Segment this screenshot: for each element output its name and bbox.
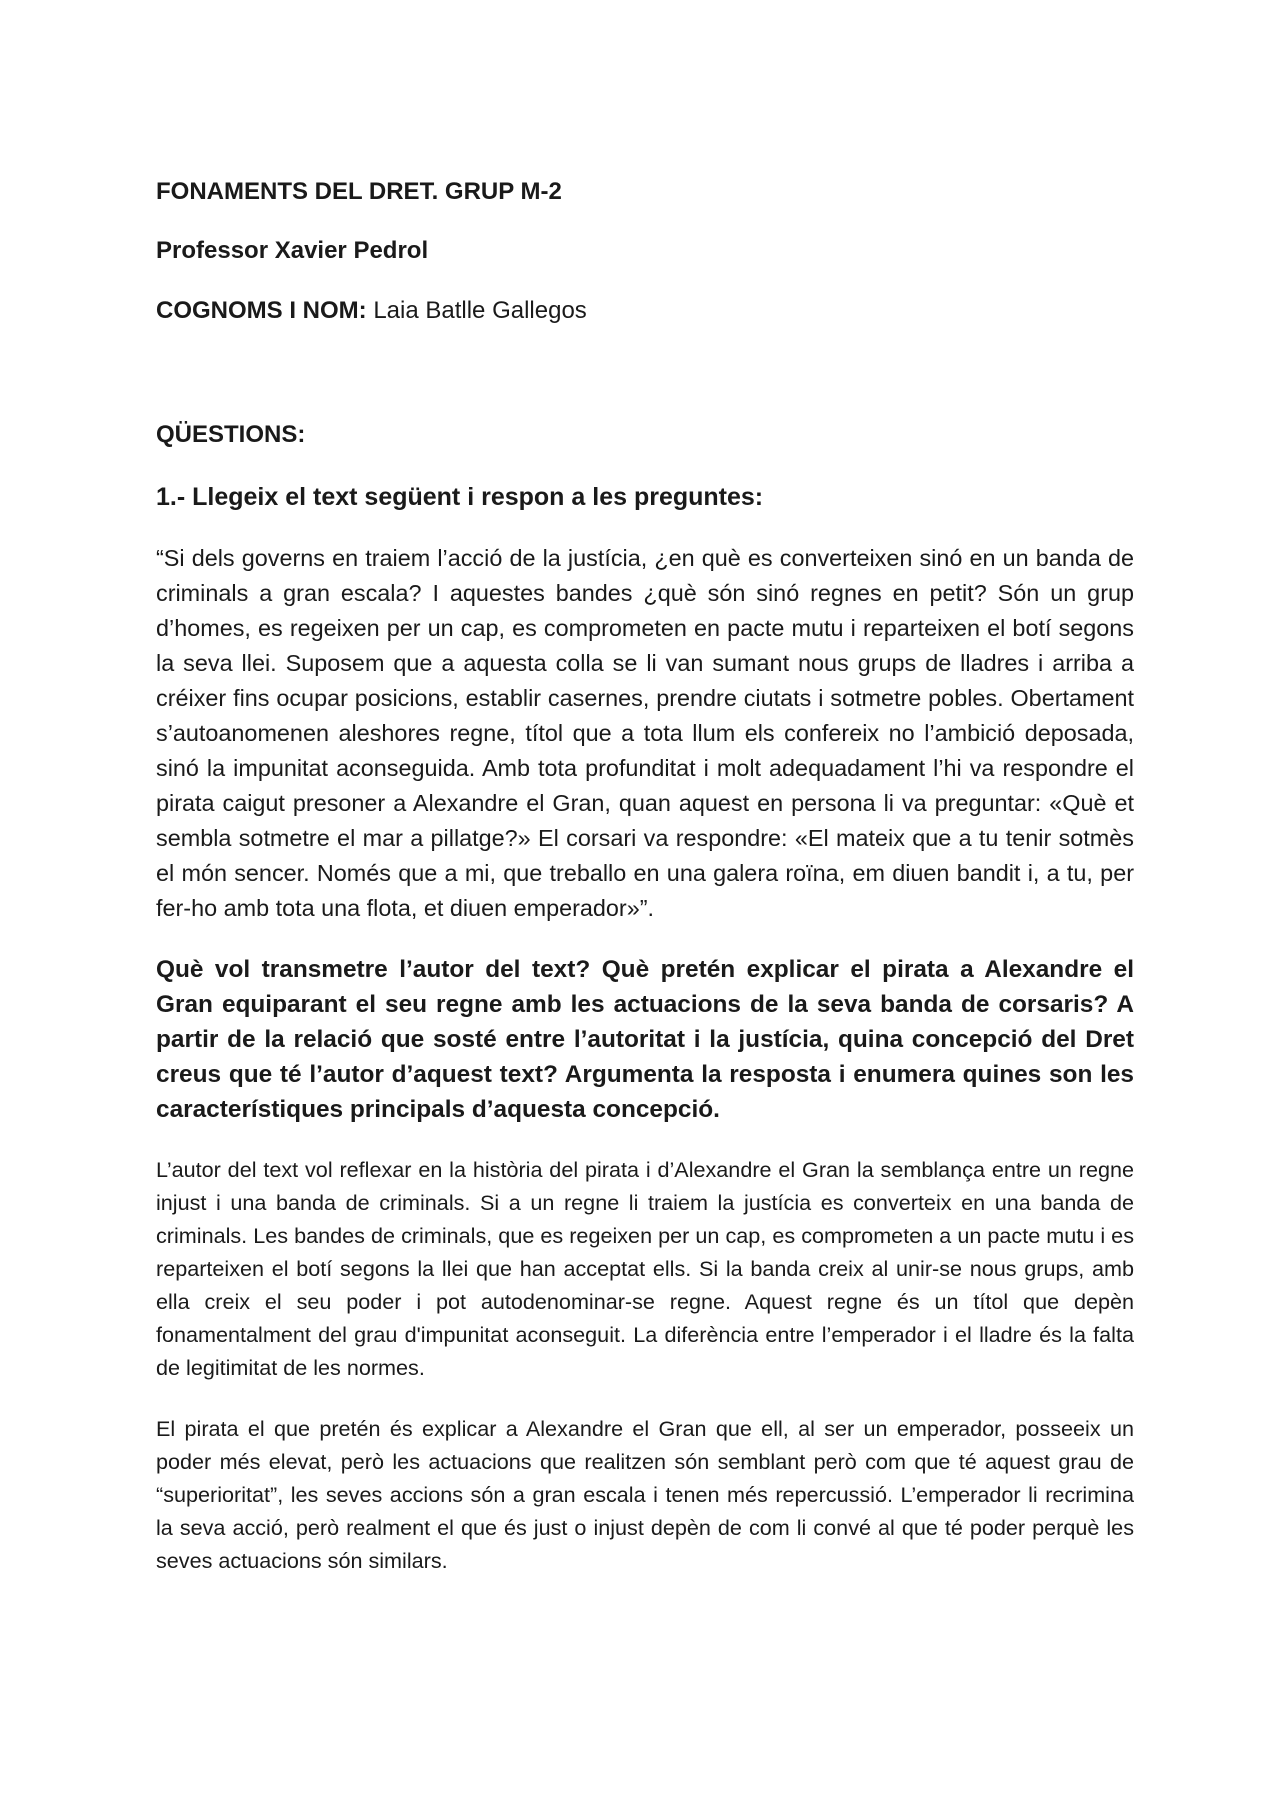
question-1-heading: 1.- Llegeix el text següent i respon a les preguntes: (156, 483, 764, 511)
student-name-value: Laia Batlle Gallegos (373, 297, 587, 324)
document-body (156, 176, 1134, 1605)
student-name-line (156, 295, 1134, 327)
question-prompt: Què vol transmetre l’autor del text? Què pretén explicar el pirata a Alexandre el Gran equiparant el seu regne amb les actuacions de la seva banda de corsaris? A partir de la relació que sosté entre l’autoritat i la justícia, quina concepció del Dret creus que té l’autor d’aquest text? Argumenta la resposta i enumera quines son les característiques principals d’aquesta concepció. (156, 956, 1134, 1123)
course-title: FONAMENTS DEL DRET. GRUP M-2 (156, 178, 562, 205)
answer-paragraph-2: El pirata el que pretén és explicar a Alexandre el Gran que ell, al ser un emperador, posseeix un poder més elevat, però les actuacions que realitzen són semblant però com que té aquest grau de “superioritat”, les seves accions són a gran escala i tenen més repercussió. L’emperador li recrimina la seva acció, però realment el que és just o injust depèn de com li convé al que té poder perquè les seves actuacions són similars. (156, 1416, 1134, 1573)
professor-name: Professor Xavier Pedrol (156, 237, 429, 264)
answer-paragraph-1: L’autor del text vol reflexar en la història del pirata i d’Alexandre el Gran la semblança entre un regne injust i una banda de criminals. Si a un regne li traiem la justícia es converteix en una banda de criminals. Les bandes de criminals, que es regeixen per un cap, es comprometen a un pacte mutu i es reparteixen el botí segons la llei que han acceptat ells. Si la banda creix al unir-se nous grups, amb ella creix el seu poder i pot autodenominar-se regne. Aquest regne és un títol que depèn fonamentalment del grau d'impunitat aconseguit. La diferència entre l’emperador i el lladre és la falta de legitimitat de les normes. (156, 1157, 1134, 1380)
quoted-text: “Si dels governs en traiem l’acció de la justícia, ¿en què es converteixen sinó en un banda de criminals a gran escala? I aquestes bandes ¿què són sinó regnes en petit? Són un grup d’homes, es regeixen per un cap, es comprometen en pacte mutu i reparteixen el botí segons la seva llei. Suposem que a aquesta colla se li van sumant nous grups de lladres i arriba a créixer fins ocupar posicions, establir casernes, prendre ciutats i sotmetre pobles. Obertament s’autoanomenen aleshores regne, títol que a tota llum els confereix no l’ambició deposada, sinó la impunitat aconseguida. Amb tota profunditat i molt adequadament l’hi va respondre el pirata caigut presoner a Alexandre el Gran, quan aquest en persona li va preguntar: «Què et sembla sotmetre el mar a pillatge?» El corsari va respondre: «El mateix que a tu tenir sotmès el món sencer. Només que a mi, que treballo en una galera roïna, em diuen bandit i, a tu, per fer-ho amb tota una flota, et diuen emperador»”. (156, 545, 1134, 921)
student-name-label: COGNOMS I NOM: (156, 297, 367, 324)
questions-heading: QÜESTIONS: (156, 421, 306, 448)
